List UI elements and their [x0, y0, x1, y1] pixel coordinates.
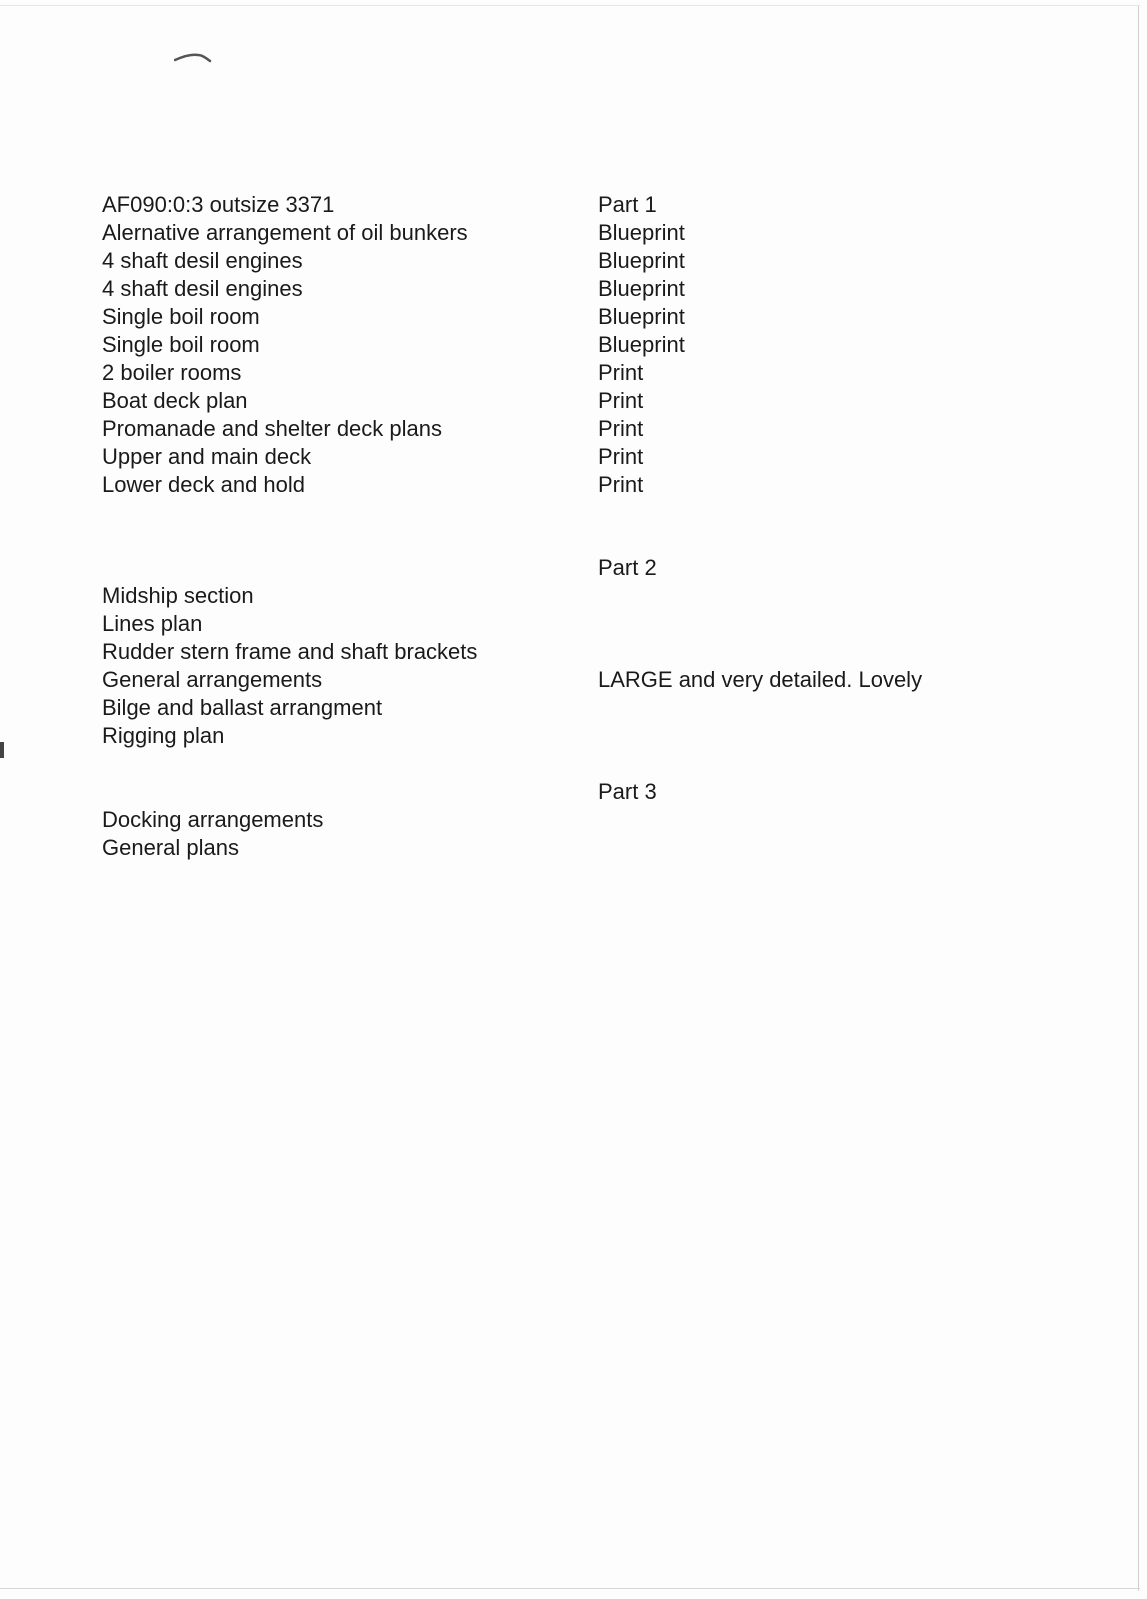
item-type: Print: [598, 444, 644, 469]
scan-edge-bottom: [0, 1588, 1140, 1589]
item-type: Print: [598, 472, 644, 497]
list-item: General plans: [102, 835, 239, 860]
list-item: 4 shaft desil engines: [102, 276, 303, 301]
item-type: Blueprint: [598, 248, 685, 273]
list-item: Lower deck and hold: [102, 472, 306, 497]
part2-note-wrap: [598, 666, 922, 694]
item-type: Blueprint: [598, 220, 685, 245]
list-item: Lines plan: [102, 611, 203, 636]
list-item: Promanade and shelter deck plans: [102, 416, 442, 441]
list-item: Midship section: [102, 583, 254, 608]
list-item: Rudder stern frame and shaft brackets: [102, 639, 478, 664]
item-type: Blueprint: [598, 276, 685, 301]
item-type: Blueprint: [598, 304, 685, 329]
item-type: Blueprint: [598, 332, 685, 357]
item-type: Print: [598, 360, 644, 385]
scuff-mark: [174, 50, 214, 66]
list-item: Single boil room: [102, 304, 260, 329]
list-item: Upper and main deck: [102, 444, 312, 469]
list-item: Bilge and ballast arrangment: [102, 695, 383, 720]
list-item: General arrangements: [102, 667, 323, 692]
part3-items-list: [102, 806, 323, 862]
part-label: Part 2: [598, 555, 657, 580]
scan-edge-top: [0, 5, 1140, 6]
list-item: AF090:0:3 outsize 3371: [102, 192, 335, 217]
list-item: Alernative arrangement of oil bunkers: [102, 220, 468, 245]
scan-edge-right: [1138, 6, 1139, 1591]
part1-items-list: [102, 191, 468, 499]
part-label: Part 1: [598, 192, 657, 217]
item-type: Print: [598, 388, 644, 413]
part-label: Part 3: [598, 779, 657, 804]
part2-items-list: [102, 582, 477, 750]
item-type: Print: [598, 416, 644, 441]
part3-label-wrap: [598, 778, 657, 806]
list-item: 4 shaft desil engines: [102, 248, 303, 273]
list-item: Docking arrangements: [102, 807, 324, 832]
part2-note: LARGE and very detailed. Lovely: [598, 667, 923, 692]
list-item: Rigging plan: [102, 723, 225, 748]
part1-types-list: [598, 191, 685, 499]
part2-label-wrap: [598, 554, 657, 582]
list-item: Single boil room: [102, 332, 260, 357]
scan-mark: [0, 742, 4, 758]
list-item: Boat deck plan: [102, 388, 248, 413]
list-item: 2 boiler rooms: [102, 360, 242, 385]
